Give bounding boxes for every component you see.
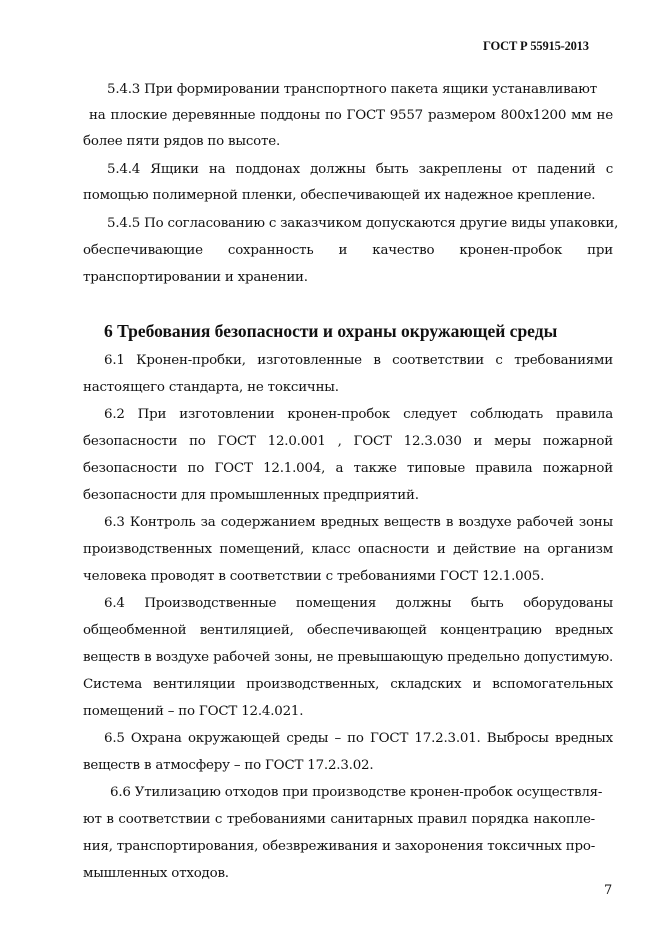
body-line: безопасности по ГОСТ 12.1.004, а также типовые правила пожарной — [83, 461, 613, 476]
body-line: Система вентиляции производственных, складских и вспомогательных — [83, 677, 613, 692]
body-line: безопасности для промышленных предприятий. — [83, 488, 419, 503]
body-line: ния, транспортирования, обезвреживания и захоронения токсичных про- — [83, 839, 596, 854]
body-line: производственных помещений, класс опасности и действие на организм — [83, 542, 613, 557]
body-line: 6.2 При изготовлении кронен-пробок следует соблюдать правила — [104, 407, 613, 422]
body-line: человека проводят в соответствии с требованиями ГОСТ 12.1.005. — [83, 569, 545, 584]
body-line: 5.4.3 При формировании транспортного пакета ящики устанавливают — [107, 82, 597, 97]
body-line: веществ в атмосферу – по ГОСТ 17.2.3.02. — [83, 758, 374, 773]
body-line: 5.4.5 По согласованию с заказчиком допускаются другие виды упаковки, — [107, 216, 619, 231]
body-line: транспортировании и хранении. — [83, 270, 308, 285]
body-line: 5.4.4 Ящики на поддонах должны быть закреплены от падений с — [107, 162, 613, 177]
body-line: общеобменной вентиляцией, обеспечивающей концентрацию вредных — [83, 623, 613, 638]
body-line: на плоские деревянные поддоны по ГОСТ 9557 размером 800х1200 мм не — [89, 108, 613, 123]
body-line: 6.3 Контроль за содержанием вредных веществ в воздухе рабочей зоны — [104, 515, 613, 530]
body-line: помещений – по ГОСТ 12.4.021. — [83, 704, 304, 719]
page-header: ГОСТ Р 55915-2013 — [483, 39, 589, 53]
body-line: 6.4 Производственные помещения должны быть оборудованы — [104, 596, 613, 611]
body-line: 6.6 Утилизацию отходов при производстве кронен-пробок осуществля- — [110, 785, 603, 800]
body-line: 6.5 Охрана окружающей среды – по ГОСТ 17.2.3.01. Выбросы вредных — [104, 731, 613, 746]
body-line: ют в соответствии с требованиями санитарных правил порядка накопле- — [83, 812, 595, 827]
body-line: 6.1 Кронен-пробки, изготовленные в соответствии с требованиями — [104, 353, 613, 368]
body-line: обеспечивающие сохранность и качество кронен-пробок при — [83, 243, 613, 258]
body-line: более пяти рядов по высоте. — [83, 134, 281, 149]
body-line: мышленных отходов. — [83, 866, 229, 881]
page-number: 7 — [604, 883, 613, 898]
body-line: веществ в воздухе рабочей зоны, не превышающую предельно допустимую. — [83, 650, 613, 665]
body-line: настоящего стандарта, не токсичны. — [83, 380, 339, 395]
body-line: безопасности по ГОСТ 12.0.001 , ГОСТ 12.3.030 и меры пожарной — [83, 434, 613, 449]
section-heading: 6 Требования безопасности и охраны окружающей среды — [104, 321, 558, 341]
body-line: помощью полимерной пленки, обеспечивающей их надежное крепление. — [83, 188, 596, 203]
